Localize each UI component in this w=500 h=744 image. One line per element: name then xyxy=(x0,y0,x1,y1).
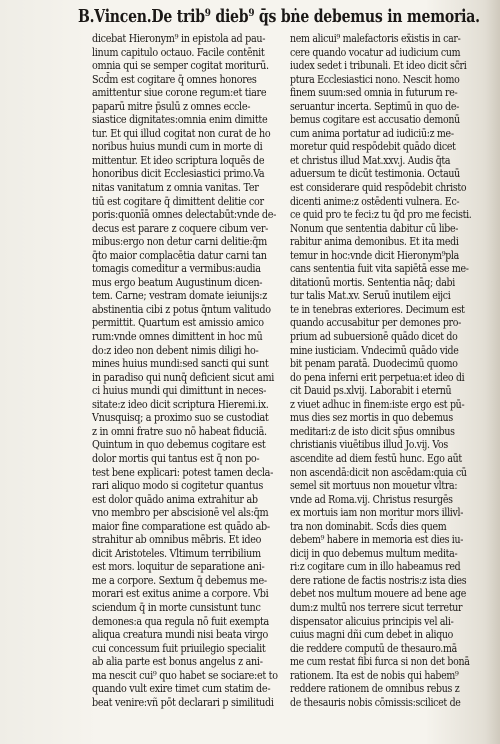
text-line: me cum restat fibi furca si non det bonā xyxy=(290,655,470,669)
text-line: prium ad subuersionē quādo dicet do xyxy=(290,330,458,344)
text-line: ri:z cogitare cum in illo habeamus red xyxy=(290,560,461,574)
text-line: rabitur anima demonibus. Et ita medi xyxy=(290,235,459,249)
text-line: demones:a qua regula nō fuit exempta xyxy=(92,614,269,628)
text-line: morari est exitus anime a corpore. Vbi xyxy=(92,587,269,601)
text-line: omnia qui se semper cogitat moriturū. xyxy=(92,59,269,73)
text-line: tra non dominabit. Scd̄s dies quem xyxy=(290,519,447,533)
text-line: dispensator alicuius principis vel ali- xyxy=(290,614,454,628)
text-line: sitate:z ideo dicit scriptura Hieremi.ix. xyxy=(92,397,269,411)
text-line: dicebat Hieronym⁹ in epistola ad pau- xyxy=(92,32,266,45)
text-line: ab alia parte est bonus angelus z ani- xyxy=(92,655,263,669)
text-line: die reddere computū de thesauro.mā xyxy=(290,641,457,655)
text-line: ptura Ecclesiastici nono. Nescit homo xyxy=(290,72,460,86)
text-line: Vnusquisq; a proximo suo se custodiat xyxy=(92,411,269,425)
text-line: est mors. loquitur de separatione ani- xyxy=(92,560,265,574)
text-line: cans sententia fuit vita sapiētā esse me- xyxy=(290,262,469,276)
text-line: rationem. Ita est de nobis qui habem⁹ xyxy=(290,668,459,682)
text-line: in paradiso qui nunq̄ deficient sicut ami xyxy=(92,370,275,384)
text-line: bemus cogitare est accusatio demonū xyxy=(290,113,460,127)
text-line: rari aliquo modo si cogitetur quantus xyxy=(92,479,264,493)
text-line: q̄to maior complacētia datur carni tan xyxy=(92,248,267,262)
text-line: dicenti anime:z ostēdenti vulnera. Ec- xyxy=(290,194,460,208)
text-line: ascendite ad diem festū hunc. Ego aūt xyxy=(290,451,462,465)
text-line: cuius magni dñi cum debet in aliquo xyxy=(290,628,454,642)
text-line: ditationū mortis. Sententia nāq; dabi xyxy=(290,275,455,289)
text-line: linum capitulo octauo. Facile contēnit xyxy=(92,45,265,59)
text-line: aduersum te dicūt testimonia. Octauū xyxy=(290,167,460,181)
text-line: aliqua creatura mundi nisi beata virgo xyxy=(92,628,268,642)
left-text-column xyxy=(92,32,286,742)
text-line: dere ratione de factis nostris:z ista dies xyxy=(290,573,467,587)
text-line: cere quando vocatur ad iudicium cum xyxy=(290,45,461,59)
text-line: quando vult exire timet cum statim de- xyxy=(92,682,271,696)
text-line: te in tenebras exteriores. Decimum est xyxy=(290,302,465,316)
text-line: mibus:ergo non detur carni delitie:q̄m xyxy=(92,235,267,249)
text-line: Scd̄m est cogitare q̄ omnes honores xyxy=(92,72,257,86)
text-line: tur. Et qui illud cogitat non curat de ho xyxy=(92,126,271,140)
text-line: vnde ad Roma.vij. Christus resurgēs xyxy=(290,492,453,506)
text-line: mus dies sez mortis in quo debemus xyxy=(290,411,453,425)
text-line: reddere rationem de omnibus rebus z xyxy=(290,682,460,696)
text-line: ce quid pro te feci:z tu q̄d pro me fecisti. xyxy=(290,208,472,222)
text-line: maior fine comparatione est quādo ab- xyxy=(92,519,270,533)
text-line: mine iusticiam. Vndecimū quādo vide xyxy=(290,343,459,357)
text-line: dicit Aristoteles. Vltimum terribilium xyxy=(92,546,261,560)
text-line: paparū mitre p̄sulū z omnes eccle- xyxy=(92,99,251,113)
text-line: tur talis Mat.xv. Seruū inutilem eijci xyxy=(290,289,451,303)
text-line: temur in hoc:vnde dicit Hieronym⁹pla xyxy=(290,248,459,262)
text-line: ex mortuis iam non moritur mors illivl- xyxy=(290,506,464,520)
text-line: noribus huius mundi cum in morte di xyxy=(92,140,263,154)
text-line: beat venire:vñ pōt declarari p similitudi xyxy=(92,695,274,709)
text-line: rum:vnde omnes dimittent in hoc mū xyxy=(92,330,263,344)
text-line: nem alicui⁹ malefactoris ex̄istis in car- xyxy=(290,32,461,45)
text-line: cit Dauid ps.xlvij. Laborabit i eternū xyxy=(290,384,452,398)
text-line: poris:quonīā omnes delectabūt:vnde de- xyxy=(92,208,277,222)
text-line: dolor mortis qui tantus est q̄ non po- xyxy=(92,451,260,465)
text-line: dicij in quo debemus multum medita- xyxy=(290,546,458,560)
text-line: et christus illud Mat.xxv.j. Audis q̄ta xyxy=(290,153,451,167)
text-line: tem. Carne; vestram domate ieiunijs:z xyxy=(92,289,267,303)
text-line: de thesauris nobis cōmissis:scilicet de xyxy=(290,695,461,709)
text-line: seruantur incerta. Septimū in quo de- xyxy=(290,99,460,113)
running-title: B.Vincen.De trib⁹ dieb⁹ q̄s bṅe debemus in memoria. xyxy=(78,6,480,27)
text-line: non ascendā:dicit non ascēdam:quia cū xyxy=(290,465,467,479)
text-line: honoribus dicit Ecclesiastici primo.Va xyxy=(92,167,265,181)
text-line: debet nos multum mouere ad bene age xyxy=(290,587,467,601)
text-line: debem⁹ habere in memoria est dies iu- xyxy=(290,533,464,547)
text-line: Quintum in quo debemus cogitare est xyxy=(92,438,266,452)
text-line: est dolor quādo anima extrahitur ab xyxy=(92,492,258,506)
text-line: ci huius mundi qui dimittunt in neces- xyxy=(92,384,267,398)
text-line: mittentur. Et ideo scriptura loquēs de xyxy=(92,153,265,167)
text-line: mines huius mundi:sed sancti qui sunt xyxy=(92,357,269,371)
text-line: amittentur siue corone regum:et tiare xyxy=(92,86,267,100)
right-text-column xyxy=(290,32,498,742)
text-line: mus ergo beatum Augustinum dicen- xyxy=(92,275,263,289)
text-line: bit penam paratā. Duodecimū quomo xyxy=(290,357,458,371)
text-line: decus est parare z coquere cibum ver- xyxy=(92,221,269,235)
text-line: finem suum:sed omnia in futurum re- xyxy=(290,86,458,100)
text-line: abstinentia cibi z potus q̄ntum valitudo xyxy=(92,302,271,316)
text-line: nitas vanitatum z omnia vanitas. Ter xyxy=(92,181,259,195)
text-line: christianis viuētibus illud Jo.vij. Vos xyxy=(290,438,448,452)
text-line: quando accusabitur per demones pro- xyxy=(290,316,462,330)
text-line: siastice dignitates:omnia enim dimitte xyxy=(92,113,268,127)
text-line: do:z ideo non debent nimis diligi ho- xyxy=(92,343,259,357)
text-line: tomagis comeditur a vermibus:audia xyxy=(92,262,261,276)
text-line: dum:z multū nos terrere sicut terretur xyxy=(290,600,463,614)
text-line: test bene explicari: potest tamen decla- xyxy=(92,465,274,479)
text-line: strahitur ab omnibus mēbris. Et ideo xyxy=(92,533,262,547)
text-line: z in omni fratre suo nō habeat fiduciā. xyxy=(92,424,267,438)
text-line: vno membro per abscisionē vel als:q̄m xyxy=(92,506,269,520)
text-line: me a corpore. Sextum q̄ debemus me- xyxy=(92,573,267,587)
text-line: iudex sedet i tribunali. Et ideo dicit sc̄ri xyxy=(290,59,467,73)
text-line: Nonum que sententia dabitur cū libe- xyxy=(290,221,459,235)
text-line: do pena inferni erit perpetua:et ideo di xyxy=(290,370,465,384)
text-line: meditari:z de isto dicit sp̄us omnibus xyxy=(290,424,455,438)
text-line: ma nescit cui⁹ quo habet se sociare:et to xyxy=(92,668,278,682)
text-line: est considerare quid respōdebit christo xyxy=(290,181,467,195)
text-line: sciendum q̄ in morte cunsistunt tunc xyxy=(92,600,261,614)
text-line: permittit. Quartum est amissio amico xyxy=(92,316,264,330)
text-line: tiū est cogitare q̄ dimittent delitie cor xyxy=(92,194,264,208)
text-line: cui concessum fuit priuilegio specialit xyxy=(92,641,266,655)
text-line: cum anima portatur ad iudiciū:z me- xyxy=(290,126,454,140)
text-line: semel sit mortuus non mouetur vltra: xyxy=(290,479,458,493)
text-line: z viuet adhuc in finem:iste ergo est pū- xyxy=(290,397,465,411)
text-line: moretur quid respōdebit quādo dicet xyxy=(290,140,456,154)
